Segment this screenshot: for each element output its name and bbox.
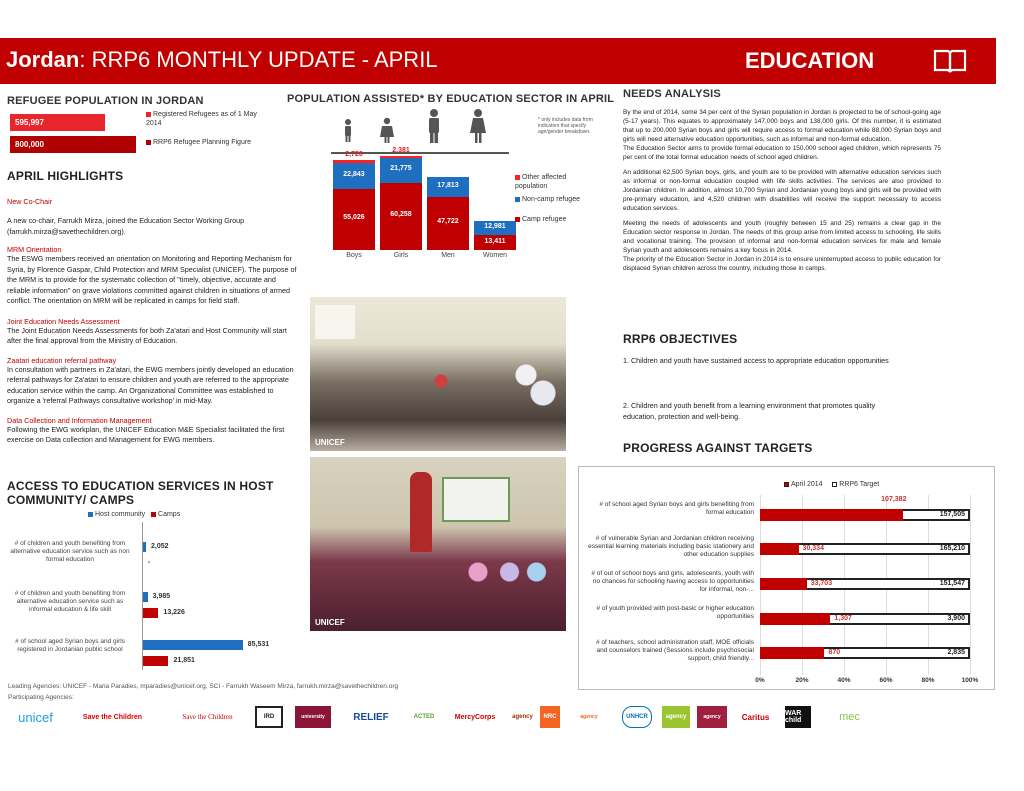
agency-logo: mec (839, 711, 860, 723)
actual-value-label: 1,307 (834, 615, 852, 622)
needs-paragraph: The Education Sector aims to provide formal education to 150,000 school aged children, which represents 75 per cent of the total formal education needs of school aged children. (623, 145, 941, 161)
highlight-heading: MRM Orientation (7, 245, 62, 254)
chart-footnote: * only includes data from indicators that specify age/gender breakdown. (538, 117, 593, 135)
legend-registered: Registered Refugees as of 1 May 2014 (146, 111, 257, 127)
highlight-text: A new co-chair, Farrukh Mirza, joined the Education Sector Working Group (farrukh.mirza@savethechildren.org). (7, 216, 245, 236)
actual-value-label: 33,703 (810, 580, 833, 587)
agency-logo: UNHCR (622, 706, 652, 728)
population-chart-title: POPULATION ASSISTED* BY EDUCATION SECTOR IN APRIL (287, 93, 615, 105)
category-label: # of teachers, school administration staff, MOE officials and counselors trained (Sessions include psychosocial support, child friendly... (596, 639, 754, 662)
target-value-label: 157,505 (939, 511, 965, 518)
actual-value-label: 30,334 (802, 545, 824, 552)
bar-value-label: - (148, 559, 151, 566)
bar-value-label: 13,226 (163, 609, 185, 616)
agency-logo: IRD (255, 706, 283, 728)
category-label: Girls (393, 252, 409, 259)
highlight-text: In consultation with partners in Za'atari, the EWG members jointly developed an education referral pathways for Za'atari to ensure children and youth are referred to the appropriate education service within the camp. An Organizational Committee was established to organize a 'referral Pathways consultative workshop' in mid-May. (7, 364, 294, 405)
category-label: # of out of school boys and girls, adolescents, youth with no chances for schooling having access to opportunities for informal, non-... (591, 570, 754, 593)
agency-logo: agency (662, 706, 690, 728)
bar-value-label: 13,411 (484, 237, 506, 245)
bar-camps (143, 656, 168, 666)
highlight-text: Following the EWG workplan, the UNICEF Education M&E Specialist facilitated the first exercise on Data collection and Management for EWG members. (7, 424, 285, 444)
bar-value-label: 60,258 (390, 211, 412, 219)
progress-bar-chart (579, 467, 996, 691)
highlight-heading: Data Collection and Information Management (7, 415, 152, 425)
target-value-label: 3,900 (947, 615, 965, 622)
bar-value-label: 55,026 (343, 214, 365, 222)
page-title: Jordan: RRP6 MONTHLY UPDATE - APRIL (6, 47, 438, 72)
agency-logo: WAR child (785, 706, 811, 728)
bar-segment-non-camp-refugee (380, 158, 422, 182)
bar-segment-other-affected-population (333, 150, 375, 163)
progress-chart-frame (578, 466, 995, 690)
target-value-label: 151,547 (939, 580, 965, 587)
bar-segment-non-camp-refugee (427, 177, 469, 197)
agency-logo: MercyCorps (454, 713, 496, 721)
actual-bar (760, 647, 824, 659)
bar-value-label: 17,813 (437, 181, 459, 189)
access-legend: Host community Camps (88, 510, 180, 519)
bar-value-label: 2,720 (345, 150, 363, 158)
population-stacked-chart (330, 146, 510, 250)
header-banner (0, 38, 996, 84)
agency-logo: Save the Children (82, 713, 143, 721)
window (315, 305, 355, 339)
bar-value-label: 12,981 (484, 222, 506, 230)
category-label: Men (441, 252, 455, 259)
person-icons (330, 108, 500, 148)
category-label: # of children and youth benefiting from alternative education service such as informal education & life skill (14, 590, 126, 613)
refugee-population-title: REFUGEE POPULATION IN JORDAN (7, 95, 204, 107)
bar-value-label: 2,052 (151, 543, 169, 550)
leading-agencies: Leading Agencies: UNICEF - Maria Paradies, mparadies@unicef.org, SCI - Farrukh Waseem Mirza, farrukh.mirza@savethechildren.org (8, 683, 399, 690)
target-value-label: 165,210 (939, 545, 965, 552)
agency-logo: RELIEF (353, 711, 389, 723)
actual-bar (760, 543, 799, 555)
highlights-title: APRIL HIGHLIGHTS (7, 169, 124, 183)
bar-segment-non-camp-refugee (474, 221, 516, 236)
actual-bar (760, 613, 830, 625)
legend-planning: RRP6 Refugee Planning Figure (146, 138, 266, 147)
bar-value-label: 85,531 (247, 641, 270, 648)
actual-bar (760, 509, 903, 521)
tick-label: 80% (921, 677, 935, 684)
agency-logo: ACTED (413, 714, 435, 720)
photo-credit: UNICEF (315, 618, 345, 627)
objectives-title: RRP6 OBJECTIVES (623, 332, 738, 346)
category-label: # of vulnerable Syrian and Jordanian children receiving essential learning materials including basic stationery and other education supplies (588, 535, 754, 558)
bar-value-label: 47,722 (437, 218, 459, 226)
category-label: # of school aged Syrian boys and girls benefiting from formal education (599, 501, 754, 516)
gridline (970, 495, 971, 675)
population-categories (330, 252, 510, 264)
girl-icon (380, 118, 394, 143)
bar-value-label: 21,775 (390, 165, 412, 173)
needs-analysis (623, 88, 941, 273)
legend-non-camp: Non-camp refugee (515, 195, 595, 204)
needs-paragraph: Meeting the needs of adolescents and youth (roughly between 15 and 25) remains a clear gap in the Education sector response in Jordan. The needs of this group arise from limited access to schooling, life skills and vocational training. The provision of informal and non-formal education services for male and female Syrian youth and adolescents remains a key focus in 2014. (623, 220, 941, 254)
agency-logo: NRC (540, 706, 560, 728)
planning-figure-bar: 800,000 (10, 136, 136, 153)
actual-value-label: 870 (828, 649, 841, 656)
access-bar-chart (0, 522, 305, 672)
category-label: # of youth provided with post-basic or higher education opportunities (596, 605, 754, 620)
sector-title: EDUCATION (745, 48, 875, 73)
legend-camp: Camp refugee (515, 215, 595, 224)
actual-value-label: 107,382 (881, 496, 907, 503)
progress-title: PROGRESS AGAINST TARGETS (623, 441, 813, 455)
bar-value-label: 2,381 (392, 146, 410, 154)
highlight-heading: Zaatari education referral pathway (7, 355, 117, 365)
needs-analysis-title: NEEDS ANALYSIS (623, 88, 721, 100)
participating-agencies: Participating Agencies: (8, 694, 74, 701)
boy-icon (345, 119, 351, 142)
agency-logo: unicef (18, 709, 53, 725)
agency-logo: agency (580, 714, 598, 720)
tent-school-photo (310, 457, 566, 631)
bar-value-label: 22,843 (343, 170, 365, 178)
bar-segment-camp-refugee (333, 189, 375, 250)
classroom-photo (310, 297, 566, 451)
access-chart-title: ACCESS TO EDUCATION SERVICES IN HOST COMMUNITY/ CAMPS (7, 479, 274, 507)
tick-label: 20% (795, 677, 809, 684)
bar-segment-camp-refugee (380, 183, 422, 250)
tick-label: 40% (837, 677, 851, 684)
bar-segment-camp-refugee (474, 235, 516, 250)
legend-other: Other affected population (515, 174, 567, 190)
agency-logo: agency (697, 706, 727, 728)
target-value-label: 2,835 (947, 649, 965, 656)
bar-host-community (143, 542, 146, 552)
progress-legend: April 2014 RRP6 Target (784, 480, 879, 489)
bar-segment-other-affected-population (380, 146, 422, 159)
actual-bar (760, 578, 807, 590)
bar-segment-non-camp-refugee (333, 163, 375, 189)
tick-label: 60% (879, 677, 893, 684)
photo-credit: UNICEF (315, 438, 345, 447)
category-label: # of school aged Syrian boys and girls registered in Jordanian public school (15, 638, 125, 653)
needs-paragraph: By the end of 2014, some 34 per cent of the Syrian population in Jordan is projected to be of school-going age (5-17 years). This equates to approximately 147,000 boys and 138,000 girls. Of this number, it is estimated that up to 200,000 Syrian boys and girls will require access to formal education while 88,000 Syrian boys and girls will need alternative education opportunities, such as informal and non-formal education. (623, 109, 941, 143)
highlight-heading: Joint Education Needs Assessment (7, 316, 120, 326)
bar-value-label: 21,851 (173, 657, 195, 664)
agency-logo: Save the Children (182, 713, 233, 721)
highlight-text: The ESWG members received an orientation on Monitoring and Reporting Mechanism for Syria, by Florence Gaspar, Child Protection and MRM Specialist (UNICEF). The purpose of the MRM is to provide for the systematic collection of "timely, objective, accurate and reliable information" on grave violations committed against children in situations of armed conflict. The orientation on MRM will be replicated in camps for field staff. (7, 254, 297, 305)
category-label: Boys (346, 252, 362, 259)
open-book-icon (933, 48, 967, 74)
category-label: Women (483, 252, 507, 259)
registered-refugees-bar: 595,997 (10, 114, 105, 131)
april-highlights (7, 169, 297, 446)
bar-host-community (143, 592, 148, 602)
agency-logo: Caritus (741, 712, 770, 722)
objective-item: 2. Children and youth benefit from a learning environment that promotes quality education, protection and well-being. (623, 401, 876, 421)
woman-icon (470, 109, 486, 143)
highlight-text: The Joint Education Needs Assessments for both Za'atari and Host Community will start after the final approval from the Ministry of Education. (7, 325, 287, 345)
agency-logo: agency (512, 714, 533, 720)
bar-host-community (143, 640, 243, 650)
bar-value-label: 3,985 (152, 593, 171, 600)
objective-item: 1. Children and youth have sustained access to appropriate education opportunities (623, 356, 889, 365)
category-label: # of children and youth benefiting from alternative education service such as non formal education (10, 540, 130, 563)
bar-segment-camp-refugee (427, 197, 469, 250)
highlight-heading: New Co-Chair (7, 197, 53, 206)
bar-camps (143, 608, 158, 618)
man-icon (429, 109, 439, 143)
agency-logo: university (295, 706, 331, 728)
needs-paragraph: An additional 62,500 Syrian boys, girls, and youth are to be provided with alternative education services such as informal or non-formal education coupled with life skills activities. The services are also provided to Jordanian children. In addition, almost 10,700 Syrian and Jordanian young boys and girls will be provided with pre-primary education, and 4,520 children with disabilities will receive the support necessary to access education services. (623, 169, 941, 212)
tick-label: 100% (961, 677, 979, 684)
whiteboard (442, 477, 510, 522)
needs-paragraph: The priority of the Education Sector in Jordan in 2014 is to ensure uninterrupted access to public education for displaced Syrian children across the country, including those in camps. (623, 256, 941, 272)
tick-label: 0% (755, 677, 765, 684)
